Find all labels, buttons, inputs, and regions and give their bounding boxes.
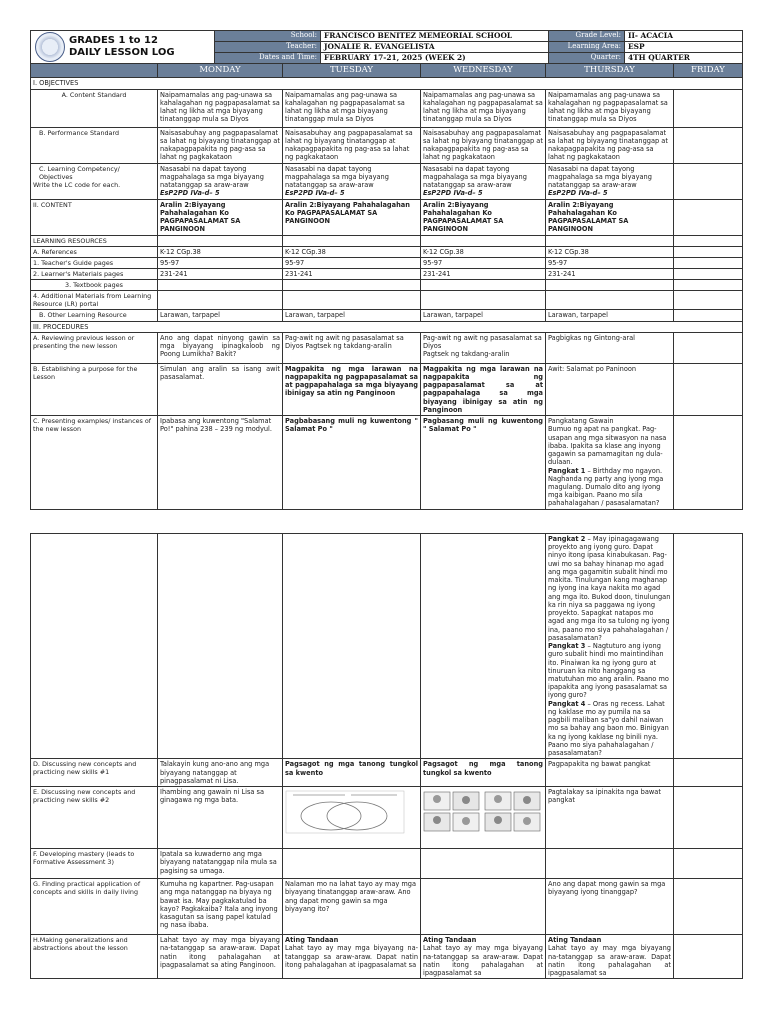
other-resources-wed: Larawan, tarpapel (421, 310, 546, 321)
competency-text: Nasasabi na dapat tayong magpahalaga sa mga biyayang natatanggap sa araw-araw (160, 164, 264, 190)
proc-b-fri (674, 363, 743, 415)
day-header-wednesday: WEDNESDAY (421, 64, 546, 78)
proc-a-label: A. Reviewing previous lesson or presenting the new lesson (31, 332, 158, 363)
grade-value: II- ACACIA (625, 31, 743, 42)
proc-g-fri (674, 879, 743, 935)
proc-h-tue (283, 935, 421, 979)
competency-tue (283, 163, 421, 199)
cont-label (31, 534, 158, 759)
addl-tue (283, 291, 421, 310)
proc-f-fri (674, 849, 743, 879)
references-wed: K-12 CGp.38 (421, 246, 546, 257)
proc-b-wed: Magpakita ng mga larawan na nagpapakita ng pagpapasalamat sa at pagpapahalaga sa mga biyayang ibinigay sa atin ng Panginoon (421, 363, 546, 415)
proc-e-tue (283, 787, 421, 849)
day-header-tuesday: TUESDAY (283, 64, 421, 78)
proc-a-mon: Ano ang dapat ninyong gawin sa mga biyayang ipinagkaloob ng Poong Lumikha? Bakit? (158, 332, 283, 363)
proc-b-label: B. Establishing a purpose for the Lesson (31, 363, 158, 415)
competency-text: Nasasabi na dapat tayong magpahalaga sa mga biyayang natatanggap sa araw-araw (423, 164, 527, 190)
content-standard-thu: Naipamamalas ang pag-unawa sa kahalagahan ng pagpapasalamat sa lahat ng likha at mga biyayang tinatanggap mula sa Diyos (546, 89, 674, 127)
content-standard-label: A. Content Standard (31, 89, 158, 127)
proc-d-thu: Pagpapakita ng bawat pangkat (546, 759, 674, 787)
competency-text: Nasasabi na dapat tayong magpahalaga sa mga biyayang natatanggap sa araw-araw (548, 164, 652, 190)
proc-d-mon: Talakayin kung ano-ano ang mga biyayang natanggap at pinagpasalamat ni Lisa. (158, 759, 283, 787)
ating-tandaan-text: Lahat tayo ay may mga biyayang na-tatanggap sa araw-araw. Dapat natin itong pahalagahan at ipagpasalamat sa (423, 944, 543, 977)
content-standard-mon: Naipamamalas ang pag-unawa sa kahalagahan ng pagpapasalamat sa lahat ng likha at mga biyayang tinatanggap mula sa Diyos (158, 89, 283, 127)
addl-fri (674, 291, 743, 310)
tg-pages-fri (674, 257, 743, 268)
day-header-monday: MONDAY (158, 64, 283, 78)
lm-pages-mon: 231-241 (158, 269, 283, 280)
proc-d-fri (674, 759, 743, 787)
competency-thu (546, 163, 674, 199)
venn-diagram-image (285, 790, 405, 834)
references-thu: K-12 CGp.38 (546, 246, 674, 257)
tb-fri (674, 280, 743, 291)
day-header-thursday: THURSDAY (546, 64, 674, 78)
competency-mon (158, 163, 283, 199)
dates-label: Dates and Time: (215, 53, 321, 64)
proc-h-wed (421, 935, 546, 979)
proc-b-thu: Awit: Salamat po Paninoon (546, 363, 674, 415)
proc-e-wed (421, 787, 546, 849)
teacher-label: Teacher: (215, 42, 321, 53)
performance-standard-thu: Naisasabuhay ang pagpapasalamat sa lahat ng biyayang tinatanggap at nakapagpapakita ng pag-asa sa lahat ng pagkakataon (546, 127, 674, 163)
proc-d-label: D. Discussing new concepts and practicing new skills #1 (31, 759, 158, 787)
other-resources-mon: Larawan, tarpapel (158, 310, 283, 321)
proc-h-thu (546, 935, 674, 979)
proc-g-thu: Ano ang dapat mong gawin sa mga biyayang iyong tinanggap? (546, 879, 674, 935)
proc-c-fri (674, 416, 743, 510)
other-resources-thu: Larawan, tarpapel (546, 310, 674, 321)
pangkat-4 (548, 700, 671, 758)
lr-tue (283, 235, 421, 246)
competency-code: EsP2PD IVa-d– 5 (548, 189, 608, 198)
lm-pages-tue: 231-241 (283, 269, 421, 280)
lr-mon (158, 235, 283, 246)
content-standard-wed: Naipamamalas ang pag-unawa sa kahalagahan ng pagpapasalamat sa lahat ng likha at mga biyayang tinatanggap mula sa Diyos (421, 89, 546, 127)
lm-pages-label: 2. Learner's Materials pages (31, 269, 158, 280)
pangkat-3 (548, 642, 671, 700)
references-fri (674, 246, 743, 257)
procedures-heading: III. PROCEDURES (31, 321, 743, 332)
lr-fri (674, 235, 743, 246)
lesson-log-table (30, 63, 743, 510)
proc-c-tue: Pagbabasang muli ng kuwentong " Salamat Po " (283, 416, 421, 510)
pangkat-3-text: – Nagtuturo ang iyong guro subalit hindi mo maintindihan ito. Pinaiwan ka ng iyong guro at tinuruan ka nito hanggang sa matutuhan mo ang aralin. Paano mo ipapakita ang iyong pasasalamat sa iyong guro? (548, 642, 669, 700)
proc-f-label: F. Developing mastery (leads to Formative Assessment 3) (31, 849, 158, 879)
ating-tandaan-text: Lahat tayo ay may mga biyayang na-tatanggap sa araw-araw. Dapat natin itong pahalagahan at ipagpasalamat sa (548, 944, 671, 977)
proc-c-thu (546, 416, 674, 510)
pangkat-2 (548, 535, 671, 642)
content-thu: Aralin 2:Biyayang Pahahalagahan Ko PAGPAPASALAMAT SA PANGINOON (546, 199, 674, 235)
addl-wed (421, 291, 546, 310)
proc-g-label: G. Finding practical application of concepts and skills in daily living (31, 879, 158, 935)
school-value: FRANCISCO BENITEZ MEMEORIAL SCHOOL (321, 31, 549, 42)
content-standard-tue: Naipamamalas ang pag-unawa sa kahalagahan ng pagpapasalamat sa lahat ng likha at mga biyayang tinatanggap mula sa Diyos (283, 89, 421, 127)
references-label: A. References (31, 246, 158, 257)
dates-value: FEBRUARY 17-21, 2025 (WEEK 2) (321, 53, 549, 64)
tb-thu (546, 280, 674, 291)
objectives-heading: I. OBJECTIVES (31, 77, 743, 89)
pangkat-1-text: – Birthday mo ngayon. Naghanda ng party ang iyong mga magulang. Dumalo dito ang iyong mga kaibigan. Paano mo sila pahahalagahan / pasasalamatan? (548, 466, 664, 508)
proc-a-fri (674, 332, 743, 363)
competency-note: Write the LC code for each. (33, 180, 121, 189)
proc-g-wed (421, 879, 546, 935)
other-resources-fri (674, 310, 743, 321)
proc-c-wed: Pagbasang muli ng kuwentong " Salamat Po " (421, 416, 546, 510)
content-fri (674, 199, 743, 235)
lr-thu (546, 235, 674, 246)
proc-f-tue (283, 849, 421, 879)
competency-code: EsP2PD IVa-d– 5 (423, 189, 483, 198)
proc-h-fri (674, 935, 743, 979)
tb-tue (283, 280, 421, 291)
content-standard-fri (674, 89, 743, 127)
deped-seal-icon (35, 32, 65, 62)
proc-a-wed-1: Pag-awit ng awit ng pasasalamat sa Diyos (423, 333, 542, 350)
content-wed: Aralin 2:Biyayang Pahahalagahan Ko PAGPAPASALAMAT SA PANGINOON (421, 199, 546, 235)
proc-b-mon: Simulan ang aralin sa isang awit pasasalamat. (158, 363, 283, 415)
proc-e-thu: Pagtalakay sa ipinakita nga bawat pangkat (546, 787, 674, 849)
tg-pages-wed: 95-97 (421, 257, 546, 268)
addl-mon (158, 291, 283, 310)
proc-f-mon: Ipatala sa kuwaderno ang mga biyayang natatanggap nila mula sa pagising sa umaga. (158, 849, 283, 879)
proc-a-wed (421, 332, 546, 363)
proc-e-fri (674, 787, 743, 849)
proc-a-thu: Pagbigkas ng Gintong-aral (546, 332, 674, 363)
tg-pages-tue: 95-97 (283, 257, 421, 268)
lesson-log-table-continued (30, 533, 743, 979)
references-tue: K-12 CGp.38 (283, 246, 421, 257)
tb-wed (421, 280, 546, 291)
grade-label: Grade Level: (549, 31, 625, 42)
competency-code: EsP2PD IVa-d– 5 (285, 189, 345, 198)
additional-materials-label: 4. Additional Materials from Learning Resource (LR) portal (31, 291, 158, 310)
textbook-pages-label: 3. Textbook pages (31, 280, 158, 291)
tg-pages-thu: 95-97 (546, 257, 674, 268)
competency-code: EsP2PD IVa-d– 5 (160, 189, 220, 198)
day-header-friday: FRIDAY (674, 64, 743, 78)
competency-text: Nasasabi na dapat tayong magpahalaga sa mga biyayang natatanggap sa araw-araw (285, 164, 389, 190)
proc-f-wed (421, 849, 546, 879)
area-value: ESP (625, 42, 743, 53)
activity-pictures-image (423, 790, 543, 834)
ating-tandaan-heading: Ating Tandaan (285, 936, 339, 945)
lr-wed (421, 235, 546, 246)
addl-thu (546, 291, 674, 310)
title-line-1: GRADES 1 to 12 (69, 35, 158, 46)
proc-a-tue: Pag-awit ng awit ng pasasalamat sa Diyos Pagtsek ng takdang-aralin (283, 332, 421, 363)
performance-standard-fri (674, 127, 743, 163)
content-label: II. CONTENT (31, 199, 158, 235)
content-tue: Aralin 2:Biyayang Pahahalagahan Ko PAGPAPASALAMAT SA PANGINOON (283, 199, 421, 235)
proc-g-tue: Nalaman mo na lahat tayo ay may mga biyayang tinatanggap araw-araw. Ano ang dapat mong gawin sa mga biyayang ito? (283, 879, 421, 935)
proc-c-label: C. Presenting examples/ instances of the new lesson (31, 416, 158, 510)
performance-standard-tue: Naisasabuhay ang pagpapasalamat sa lahat ng biyayang tinatanggap at nakapagpapakita ng pag-asa sa lahat ng pagkakataon (283, 127, 421, 163)
header-table (30, 30, 743, 64)
pangkat-4-text: – Oras ng recess. Lahat ng kaklase mo ay pumila na sa pagbili maliban sa"yo dahil naiwan mo sa bahay ang baon mo. Binigyan ka ng iyong kaklase ng binili nya. Paano mo siya pahahalagahan / pasasalamatan? (548, 699, 669, 758)
other-resources-label: B. Other Learning Resource (31, 310, 158, 321)
proc-c-thu-intro: Pangkatang Gawain (548, 417, 614, 426)
proc-c-mon: Ipabasa ang kuwentong "Salamat Po!" pahina 238 – 239 ng modyul. (158, 416, 283, 510)
competency-label: C. Learning Competency/ Objectives (39, 164, 120, 181)
ating-tandaan-text: Lahat tayo ay may mga biyayang na-tatanggap sa araw-araw. Dapat natin itong pahalagahan at ipagpasalamat sa (285, 944, 418, 969)
tb-mon (158, 280, 283, 291)
proc-h-mon: Lahat tayo ay may mga biyayang na-tatanggap sa araw-araw. Dapat natin itong pahalagahan at ipagpasalamat sa ating Panginoon. (158, 935, 283, 979)
pangkat-3-label: Pangkat 3 (548, 642, 586, 651)
pangkat-1-label: Pangkat 1 (548, 466, 586, 475)
performance-standard-label: B. Performance Standard (31, 127, 158, 163)
lm-pages-wed: 231-241 (421, 269, 546, 280)
pangkat-2-label: Pangkat 2 (548, 535, 586, 543)
competency-label-cell (31, 163, 158, 199)
competency-wed (421, 163, 546, 199)
quarter-label: Quarter: (549, 53, 625, 64)
references-mon: K-12 CGp.38 (158, 246, 283, 257)
lm-pages-fri (674, 269, 743, 280)
other-resources-tue: Larawan, tarpapel (283, 310, 421, 321)
area-label: Learning Area: (549, 42, 625, 53)
teacher-value: JONALIE R. EVANGELISTA (321, 42, 549, 53)
proc-a-wed-2: Pagtsek ng takdang-aralin (423, 350, 510, 359)
proc-e-label: E. Discussing new concepts and practicing new skills #2 (31, 787, 158, 849)
performance-standard-mon: Naisasabuhay ang pagpapasalamat sa lahat ng biyayang tinatanggap at nakapagpapakita ng pag-asa sa lahat ng pagkakataon (158, 127, 283, 163)
cont-tue (283, 534, 421, 759)
proc-d-tue: Pagsagot ng mga tanong tungkol sa kwento (283, 759, 421, 787)
competency-fri (674, 163, 743, 199)
pangkat-1 (548, 467, 671, 508)
proc-g-mon: Kumuha ng kapartner. Pag-usapan ang mga natanggap na biyaya ng bawat isa. May pagkakatulad ba kayo? Pagkakaiba? Itala ang inyong kasagutan sa isang papel katulad ng nasa ibaba. (158, 879, 283, 935)
content-mon: Aralin 2:Biyayang Pahahalagahan Ko PAGPAPASALAMAT SA PANGINOON (158, 199, 283, 235)
tg-pages-mon: 95-97 (158, 257, 283, 268)
ating-tandaan-heading: Ating Tandaan (423, 936, 477, 945)
proc-c-thu-text: Bumuo ng apat na pangkat. Pag-usapan ang mga sitwasyon na nasa ibaba. Ipakita sa klase ang inyong gagawin sa pamamagitan ng dula-dulaan. (548, 425, 667, 467)
cont-wed (421, 534, 546, 759)
learning-resources-label: LEARNING RESOURCES (31, 235, 158, 246)
cont-fri (674, 534, 743, 759)
proc-b-tue: Magpakita ng mga larawan na nagpapakita ng pagpapasalamat sa at pagpapahalaga sa mga biyayang ibinigay sa atin ng Panginoon (283, 363, 421, 415)
proc-f-thu (546, 849, 674, 879)
quarter-value: 4TH QUARTER (625, 53, 743, 64)
school-label: School: (215, 31, 321, 42)
pangkat-4-label: Pangkat 4 (548, 699, 586, 708)
proc-e-mon: Ihambing ang gawain ni Lisa sa ginagawa ng mga bata. (158, 787, 283, 849)
proc-h-label: H.Making generalizations and abstractions about the lesson (31, 935, 158, 979)
performance-standard-wed: Naisasabuhay ang pagpapasalamat sa lahat ng biyayang tinatanggap at nakapagpapakita ng pag-asa sa lahat ng pagkakataon (421, 127, 546, 163)
header-logo-cell (31, 31, 215, 64)
lm-pages-thu: 231-241 (546, 269, 674, 280)
cont-mon (158, 534, 283, 759)
title-line-2: DAILY LESSON LOG (69, 47, 175, 58)
cont-thu (546, 534, 674, 759)
tg-pages-label: 1. Teacher's Guide pages (31, 257, 158, 268)
day-header-blank (31, 64, 158, 78)
pangkat-2-text: – May ipinagagawang proyekto ang iyong guro. Dapat ninyo itong ipasa kinabukasan. Pag-uwi mo sa bahay hinanap mo agad ang mga gagamitin subalit hindi mo makita. Tinulungan kang maghanap ng iyong ina kaya nakita mo agad ang mga ito. Bukod doon, tinulungan ka rin niya sa paggawa ng iyong proyekto. Sapagkat natapos mo agad ang mga ito sa tulong ng iyong ina, paano mo siya pahahalagahan / pasasalamatan? (548, 535, 671, 642)
proc-d-wed: Pagsagot ng mga tanong tungkol sa kwento (421, 759, 546, 787)
ating-tandaan-heading: Ating Tandaan (548, 936, 602, 945)
